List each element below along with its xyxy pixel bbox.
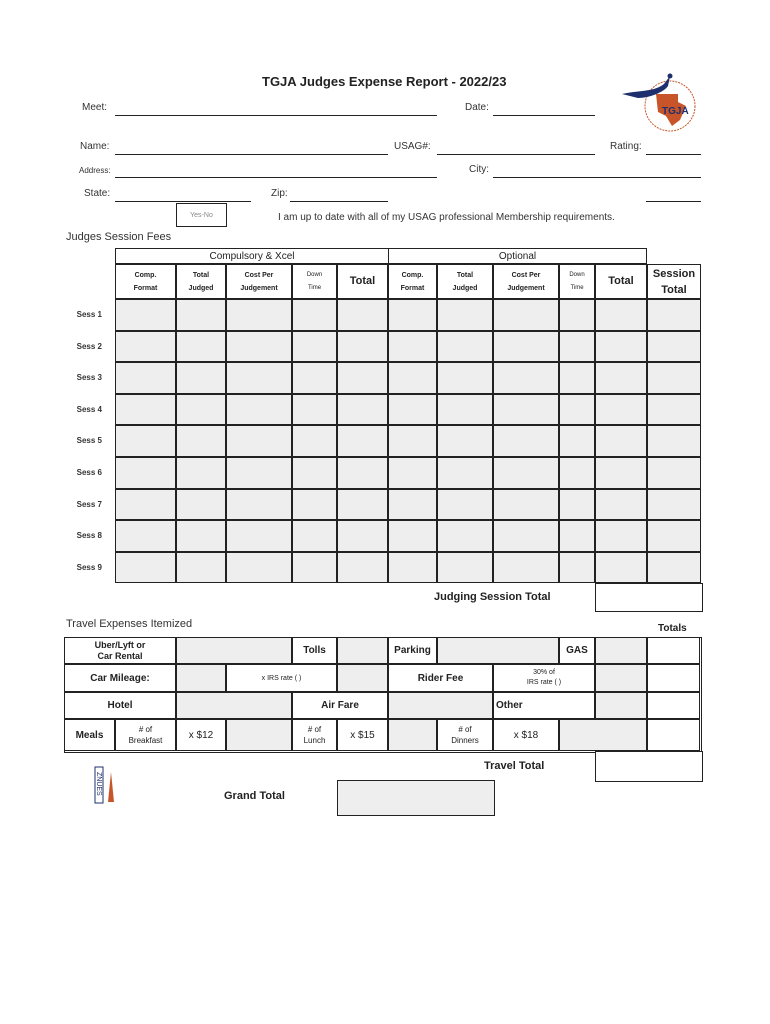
row4-total[interactable] (647, 719, 700, 751)
session-row-label: Sess 5 (76, 436, 102, 446)
session-cell[interactable] (337, 457, 388, 489)
rider-rate-label: 30% of IRS rate ( ) (493, 664, 595, 692)
session-cell[interactable] (176, 520, 226, 552)
car-mileage-field[interactable] (176, 664, 226, 692)
col-session-total: Session Total (647, 264, 701, 299)
other-field[interactable] (595, 692, 647, 719)
session-cell[interactable] (388, 552, 437, 584)
footer-logo (94, 766, 118, 804)
meals-label: Meals (64, 719, 115, 751)
session-cell[interactable] (226, 394, 292, 426)
session-cell[interactable] (437, 299, 493, 331)
meet-label: Meet: (82, 102, 108, 113)
rider-fee-label: Rider Fee (388, 664, 493, 692)
col-cost-per-opt: Cost Per Judgement (493, 264, 559, 299)
session-cell[interactable] (115, 362, 176, 394)
group-optional: Optional (388, 248, 647, 264)
session-cell[interactable] (292, 489, 337, 521)
session-cell[interactable] (388, 331, 437, 363)
session-cell[interactable] (493, 425, 559, 457)
uber-field[interactable] (176, 637, 292, 664)
date-label: Date: (465, 102, 489, 113)
gas-field[interactable] (595, 637, 647, 664)
session-cell[interactable] (595, 299, 647, 331)
session-cell[interactable] (437, 394, 493, 426)
col-total-opt: Total (595, 264, 647, 299)
session-cell[interactable] (493, 394, 559, 426)
dinner-count-label: # of Dinners (437, 719, 493, 751)
session-cell[interactable] (337, 552, 388, 584)
session-cell[interactable] (647, 489, 701, 521)
gas-label: GAS (559, 637, 595, 664)
col-comp-format: Comp. Format (115, 264, 176, 299)
session-cell[interactable] (437, 457, 493, 489)
session-cell[interactable] (115, 331, 176, 363)
session-cell[interactable] (337, 299, 388, 331)
name-label: Name: (80, 141, 110, 152)
air-fare-label: Air Fare (292, 692, 388, 719)
city-field[interactable] (493, 177, 701, 178)
session-cell[interactable] (337, 362, 388, 394)
session-cell[interactable] (115, 394, 176, 426)
car-mileage-label: Car Mileage: (64, 664, 176, 692)
session-cell[interactable] (115, 552, 176, 584)
session-cell[interactable] (493, 331, 559, 363)
name-field[interactable] (115, 154, 388, 155)
rating-label: Rating: (610, 141, 642, 152)
session-cell[interactable] (176, 394, 226, 426)
session-cell[interactable] (292, 425, 337, 457)
usag-field[interactable] (437, 154, 595, 155)
session-cell[interactable] (292, 552, 337, 584)
session-cell[interactable] (559, 299, 595, 331)
session-cell[interactable] (559, 362, 595, 394)
session-cell[interactable] (493, 457, 559, 489)
session-cell[interactable] (176, 362, 226, 394)
session-cell[interactable] (176, 299, 226, 331)
session-cell[interactable] (595, 331, 647, 363)
dinner-amount[interactable] (559, 719, 647, 751)
session-cell[interactable] (595, 520, 647, 552)
irs-rate-label: x IRS rate ( ) (226, 664, 337, 692)
session-cell[interactable] (559, 425, 595, 457)
session-cell[interactable] (559, 394, 595, 426)
session-cell[interactable] (226, 331, 292, 363)
session-cell[interactable] (388, 362, 437, 394)
row1-total[interactable] (647, 637, 700, 664)
session-cell[interactable] (337, 425, 388, 457)
session-cell[interactable] (115, 520, 176, 552)
session-cell[interactable] (595, 425, 647, 457)
breakfast-count-label: # of Breakfast (115, 719, 176, 751)
address-label: Address: (79, 166, 111, 175)
hotel-label: Hotel (64, 692, 176, 719)
tolls-field[interactable] (337, 637, 388, 664)
hotel-field[interactable] (176, 692, 292, 719)
judging-session-total-field[interactable] (595, 583, 703, 612)
col-total: Total (337, 264, 388, 299)
other-label: Other (493, 692, 595, 719)
session-cell[interactable] (176, 331, 226, 363)
session-cell[interactable] (388, 520, 437, 552)
session-cell[interactable] (647, 520, 701, 552)
logo-text: TGJA (662, 106, 689, 117)
session-cell[interactable] (292, 520, 337, 552)
session-cell[interactable] (115, 425, 176, 457)
dinner-rate: x $18 (493, 719, 559, 751)
session-cell[interactable] (337, 520, 388, 552)
rating-field[interactable] (646, 154, 701, 155)
col-cost-per: Cost Per Judgement (226, 264, 292, 299)
lunch-amount[interactable] (388, 719, 437, 751)
session-cell[interactable] (388, 394, 437, 426)
state-field[interactable] (115, 201, 251, 202)
row2-total[interactable] (647, 664, 700, 692)
session-cell[interactable] (493, 489, 559, 521)
session-row-label: Sess 2 (76, 341, 102, 351)
session-cell[interactable] (226, 520, 292, 552)
session-cell[interactable] (226, 489, 292, 521)
tolls-label: Tolls (292, 637, 337, 664)
session-cell[interactable] (647, 552, 701, 584)
session-fees-title: Judges Session Fees (66, 231, 172, 243)
tgja-logo (620, 72, 704, 138)
session-cell[interactable] (292, 331, 337, 363)
travel-title: Travel Expenses Itemized (66, 618, 193, 630)
row3-total[interactable] (647, 692, 700, 719)
rider-fee-field[interactable] (595, 664, 647, 692)
session-cell[interactable] (437, 331, 493, 363)
session-cell[interactable] (437, 552, 493, 584)
session-cell[interactable] (292, 394, 337, 426)
meet-field[interactable] (115, 115, 437, 116)
session-cell[interactable] (493, 520, 559, 552)
mileage-amount[interactable] (337, 664, 388, 692)
session-cell[interactable] (176, 425, 226, 457)
session-cell[interactable] (595, 489, 647, 521)
session-row-label: Sess 9 (76, 562, 102, 572)
session-row-label: Sess 8 (76, 531, 102, 541)
state-label: State: (84, 188, 111, 199)
totals-label: Totals (658, 623, 687, 634)
session-cell[interactable] (388, 489, 437, 521)
session-cell[interactable] (226, 457, 292, 489)
col-down-time-opt: Down Time (559, 264, 595, 299)
yes-no-select[interactable] (176, 203, 227, 227)
session-cell[interactable] (337, 489, 388, 521)
session-cell[interactable] (176, 552, 226, 584)
session-cell[interactable] (226, 552, 292, 584)
session-cell[interactable] (437, 362, 493, 394)
usag-label: USAG#: (394, 141, 431, 152)
col-total-judged: Total Judged (176, 264, 226, 299)
breakfast-rate: x $12 (176, 719, 226, 751)
session-cell[interactable] (337, 331, 388, 363)
session-cell[interactable] (559, 489, 595, 521)
session-cell[interactable] (226, 425, 292, 457)
address-field[interactable] (115, 177, 437, 178)
session-cell[interactable] (647, 299, 701, 331)
session-cell[interactable] (559, 520, 595, 552)
session-cell[interactable] (292, 299, 337, 331)
lunch-count-label: # of Lunch (292, 719, 337, 751)
session-cell[interactable] (559, 457, 595, 489)
session-cell[interactable] (647, 331, 701, 363)
session-cell[interactable] (437, 425, 493, 457)
session-cell[interactable] (647, 425, 701, 457)
air-fare-field[interactable] (388, 692, 493, 719)
judging-session-total-label: Judging Session Total (434, 591, 551, 603)
group-compulsory: Compulsory & Xcel (115, 248, 389, 264)
session-row-label: Sess 7 (76, 499, 102, 509)
session-row-label: Sess 1 (76, 310, 102, 319)
session-cell[interactable] (647, 362, 701, 394)
session-cell[interactable] (493, 299, 559, 331)
session-cell[interactable] (388, 299, 437, 331)
session-cell[interactable] (226, 299, 292, 331)
travel-total-field[interactable] (595, 751, 703, 782)
uber-label: Uber/Lyft or Car Rental (64, 637, 176, 664)
lunch-rate: x $15 (337, 719, 388, 751)
session-cell[interactable] (647, 394, 701, 426)
footer-logo-text: ZNUES (95, 772, 102, 796)
session-cell[interactable] (292, 362, 337, 394)
zip-field[interactable] (290, 201, 388, 202)
parking-label: Parking (388, 637, 437, 664)
session-cell[interactable] (493, 362, 559, 394)
session-cell[interactable] (437, 520, 493, 552)
page-title: TGJA Judges Expense Report - 2022/23 (262, 74, 507, 89)
col-total-judged-opt: Total Judged (437, 264, 493, 299)
session-cell[interactable] (595, 552, 647, 584)
zip-label: Zip: (271, 188, 288, 199)
grand-total-field[interactable] (337, 780, 495, 816)
yes-no-value: Yes-No (190, 211, 213, 219)
breakfast-amount[interactable] (226, 719, 292, 751)
city-label: City: (469, 164, 489, 175)
session-row-label: Sess 6 (76, 468, 102, 477)
session-cell[interactable] (388, 425, 437, 457)
session-row-label: Sess 3 (76, 373, 102, 383)
session-cell[interactable] (115, 299, 176, 331)
attestation-text: I am up to date with all of my USAG professional Membership requirements. (278, 212, 615, 223)
session-cell[interactable] (115, 457, 176, 489)
col-down-time: Down Time (292, 264, 337, 299)
session-cell[interactable] (595, 394, 647, 426)
session-cell[interactable] (388, 457, 437, 489)
session-cell[interactable] (292, 457, 337, 489)
session-cell[interactable] (493, 552, 559, 584)
extra-field[interactable] (646, 201, 701, 202)
date-field[interactable] (493, 115, 595, 116)
session-cell[interactable] (176, 457, 226, 489)
session-cell[interactable] (337, 394, 388, 426)
parking-field[interactable] (437, 637, 559, 664)
session-cell[interactable] (559, 552, 595, 584)
col-comp-format-opt: Comp. Format (388, 264, 437, 299)
session-cell[interactable] (176, 489, 226, 521)
session-cell[interactable] (226, 362, 292, 394)
session-cell[interactable] (437, 489, 493, 521)
session-cell[interactable] (115, 489, 176, 521)
session-cell[interactable] (647, 457, 701, 489)
session-cell[interactable] (559, 331, 595, 363)
grand-total-label: Grand Total (224, 790, 285, 802)
travel-total-label: Travel Total (484, 760, 545, 772)
session-cell[interactable] (595, 457, 647, 489)
session-cell[interactable] (595, 362, 647, 394)
session-row-label: Sess 4 (76, 404, 102, 414)
